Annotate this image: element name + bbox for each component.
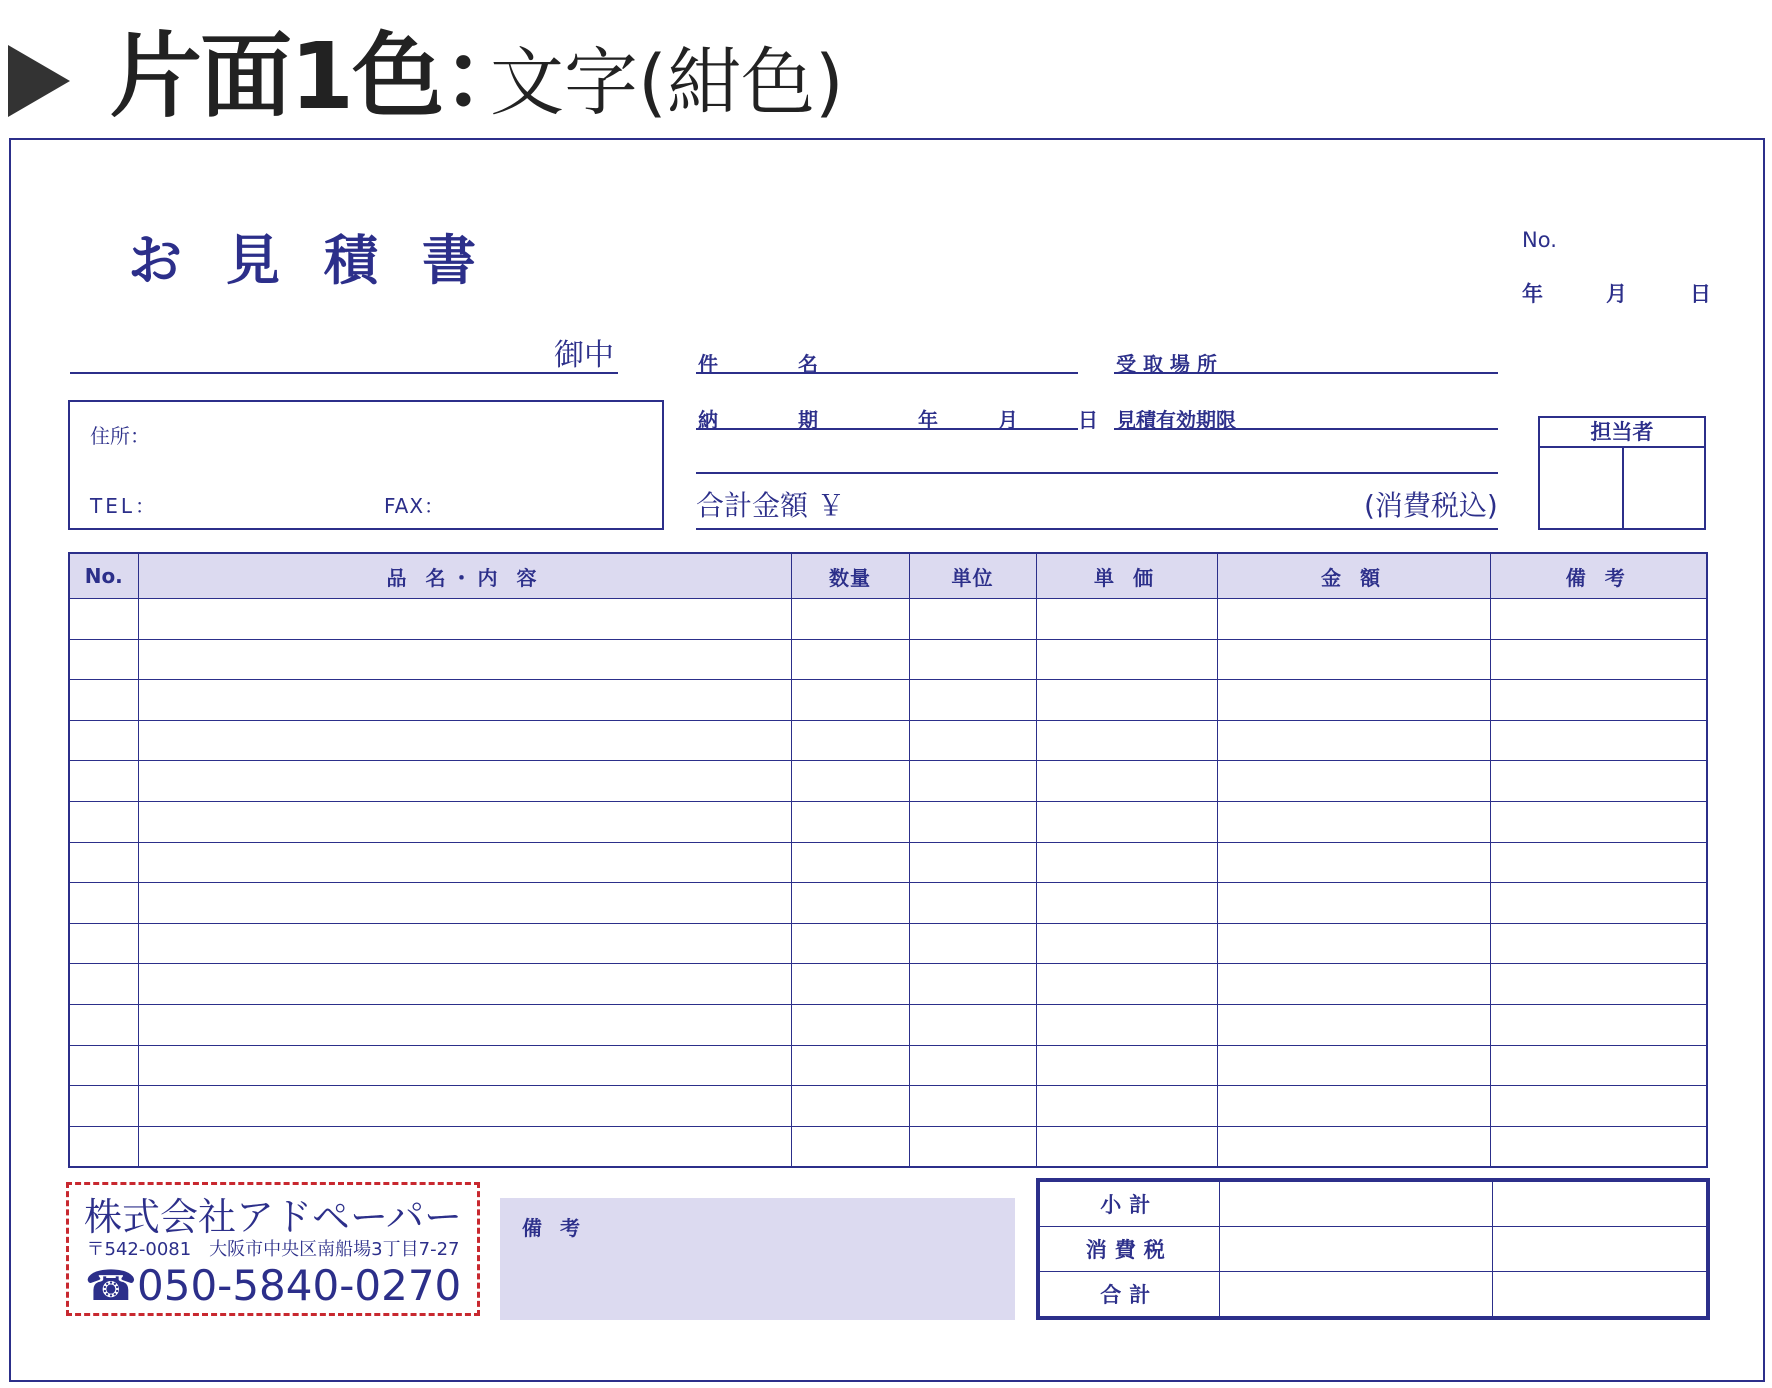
table-cell[interactable]	[69, 599, 138, 640]
table-cell[interactable]	[909, 639, 1036, 680]
table-cell[interactable]	[1490, 883, 1707, 924]
table-row	[69, 842, 1707, 883]
table-row	[69, 801, 1707, 842]
table-cell[interactable]	[138, 964, 791, 1005]
table-cell[interactable]	[138, 1086, 791, 1127]
table-row	[69, 639, 1707, 680]
table-cell[interactable]	[138, 1004, 791, 1045]
tel-label: TEL：	[90, 494, 158, 518]
table-cell[interactable]	[138, 923, 791, 964]
table-cell[interactable]	[1217, 801, 1490, 842]
subtotal-label: 小計	[1038, 1180, 1219, 1227]
table-cell[interactable]	[909, 923, 1036, 964]
company-name: 株式会社アドペーパー	[83, 1195, 463, 1239]
subject-label: 件 名	[698, 352, 818, 376]
validity-label: 見積有効期限	[1116, 408, 1236, 432]
table-cell[interactable]	[791, 883, 909, 924]
table-row	[69, 1045, 1707, 1086]
table-cell[interactable]	[138, 801, 791, 842]
total-top-rule	[696, 472, 1498, 474]
table-cell[interactable]	[791, 1004, 909, 1045]
company-phone: ☎050-5840-0270	[84, 1261, 462, 1310]
stamp-divider	[1622, 448, 1624, 528]
remarks-box[interactable]	[500, 1198, 1015, 1320]
recipient-line[interactable]	[70, 336, 618, 374]
table-cell[interactable]	[909, 599, 1036, 640]
table-cell[interactable]	[69, 1045, 138, 1086]
table-cell[interactable]	[69, 842, 138, 883]
tax-cell[interactable]	[1219, 1227, 1492, 1272]
table-row	[69, 883, 1707, 924]
remarks-label: 備考	[522, 1216, 598, 1240]
table-cell[interactable]	[138, 599, 791, 640]
table-cell[interactable]	[138, 720, 791, 761]
table-cell[interactable]	[1217, 720, 1490, 761]
table-cell[interactable]	[909, 801, 1036, 842]
person-in-charge-box[interactable]	[1538, 416, 1706, 530]
table-cell[interactable]	[1217, 1086, 1490, 1127]
table-cell[interactable]	[1036, 883, 1217, 924]
table-row	[69, 1004, 1707, 1045]
table-cell[interactable]	[1490, 923, 1707, 964]
address-label: 住所：	[90, 424, 150, 448]
header-item: 品 名・内 容	[138, 553, 791, 599]
header-no: No.	[69, 553, 138, 599]
table-cell[interactable]	[1036, 720, 1217, 761]
totals-table	[1036, 1178, 1710, 1320]
header-unit: 単位	[909, 553, 1036, 599]
header-qty: 数量	[791, 553, 909, 599]
table-cell[interactable]	[1217, 923, 1490, 964]
table-cell[interactable]	[1490, 964, 1707, 1005]
table-cell[interactable]	[1217, 1045, 1490, 1086]
table-cell[interactable]	[1036, 761, 1217, 802]
table-cell[interactable]	[1036, 599, 1217, 640]
table-cell[interactable]	[791, 680, 909, 721]
table-row	[69, 923, 1707, 964]
table-cell[interactable]	[1217, 761, 1490, 802]
table-cell[interactable]	[138, 842, 791, 883]
subtotal-row	[1038, 1180, 1708, 1227]
receive-place-label: 受 取 場 所	[1116, 352, 1217, 376]
table-cell[interactable]	[791, 801, 909, 842]
table-cell[interactable]	[909, 1045, 1036, 1086]
table-cell[interactable]	[1036, 923, 1217, 964]
table-cell[interactable]	[1036, 1086, 1217, 1127]
table-cell[interactable]	[1490, 599, 1707, 640]
table-row	[69, 964, 1707, 1005]
company-stamp	[66, 1182, 480, 1316]
table-cell[interactable]	[1036, 1004, 1217, 1045]
table-row	[69, 720, 1707, 761]
table-cell[interactable]	[69, 639, 138, 680]
person-in-charge-label: 担当者	[1540, 418, 1704, 448]
total-amount-label: 合計金額 ￥	[696, 489, 845, 522]
header-amount: 金 額	[1217, 553, 1490, 599]
table-cell[interactable]	[791, 923, 909, 964]
grand-total-note-cell[interactable]	[1492, 1272, 1708, 1319]
table-cell[interactable]	[791, 720, 909, 761]
table-cell[interactable]	[1217, 599, 1490, 640]
tax-included-note: (消費税込)	[1364, 489, 1498, 522]
table-row	[69, 761, 1707, 802]
table-cell[interactable]	[1490, 680, 1707, 721]
table-cell[interactable]	[69, 680, 138, 721]
table-cell[interactable]	[791, 1126, 909, 1167]
table-cell[interactable]	[1490, 842, 1707, 883]
table-cell[interactable]	[1217, 842, 1490, 883]
company-address: 〒542-0081 大阪市中央区南船場3丁目7-27	[86, 1239, 460, 1260]
fax-label: FAX：	[384, 494, 446, 518]
table-cell[interactable]	[1036, 1045, 1217, 1086]
grand-total-label: 合計	[1038, 1272, 1219, 1319]
header-unit-price: 単 価	[1036, 553, 1217, 599]
table-cell[interactable]	[1036, 639, 1217, 680]
table-row	[69, 1086, 1707, 1127]
table-cell[interactable]	[1036, 680, 1217, 721]
table-cell[interactable]	[1490, 1126, 1707, 1167]
table-cell[interactable]	[1217, 1126, 1490, 1167]
items-table	[68, 552, 1708, 1168]
header-remarks: 備 考	[1490, 553, 1707, 599]
table-cell[interactable]	[791, 1086, 909, 1127]
table-cell[interactable]	[1036, 801, 1217, 842]
grand-total-row	[1038, 1272, 1708, 1319]
table-cell[interactable]	[791, 1045, 909, 1086]
table-cell[interactable]	[1217, 964, 1490, 1005]
tax-label: 消費税	[1038, 1227, 1219, 1272]
table-row	[69, 680, 1707, 721]
table-cell[interactable]	[909, 964, 1036, 1005]
table-cell[interactable]	[791, 842, 909, 883]
table-cell[interactable]	[138, 1045, 791, 1086]
table-cell[interactable]	[69, 761, 138, 802]
table-cell[interactable]	[138, 761, 791, 802]
table-cell[interactable]	[1217, 883, 1490, 924]
form-number-label: No.	[1522, 228, 1557, 252]
table-cell[interactable]	[1217, 680, 1490, 721]
table-cell[interactable]	[1490, 1086, 1707, 1127]
table-cell[interactable]	[138, 883, 791, 924]
tax-row	[1038, 1227, 1708, 1272]
table-cell[interactable]	[138, 639, 791, 680]
table-cell[interactable]	[791, 639, 909, 680]
table-cell[interactable]	[1036, 964, 1217, 1005]
table-cell[interactable]	[1036, 1126, 1217, 1167]
table-cell[interactable]	[909, 1086, 1036, 1127]
table-cell[interactable]	[69, 923, 138, 964]
tax-note-cell[interactable]	[1492, 1227, 1708, 1272]
table-cell[interactable]	[791, 599, 909, 640]
table-cell[interactable]	[1490, 801, 1707, 842]
table-cell[interactable]	[138, 680, 791, 721]
table-cell[interactable]	[1036, 842, 1217, 883]
table-row	[69, 599, 1707, 640]
table-cell[interactable]	[1490, 639, 1707, 680]
recipient-suffix: 御中	[554, 338, 614, 373]
table-cell[interactable]	[909, 1126, 1036, 1167]
table-cell[interactable]	[1490, 720, 1707, 761]
table-cell[interactable]	[909, 720, 1036, 761]
table-cell[interactable]	[69, 883, 138, 924]
subtotal-note-cell[interactable]	[1492, 1180, 1708, 1227]
items-header-row	[69, 553, 1707, 599]
table-cell[interactable]	[909, 761, 1036, 802]
table-cell[interactable]	[69, 720, 138, 761]
form-date-label: 年 月 日	[1522, 282, 1711, 306]
table-cell[interactable]	[909, 842, 1036, 883]
table-cell[interactable]	[909, 883, 1036, 924]
table-cell[interactable]	[909, 680, 1036, 721]
heading-title: 片面1色：	[110, 23, 533, 130]
table-cell[interactable]	[909, 1004, 1036, 1045]
table-row	[69, 1126, 1707, 1167]
delivery-label: 納 期 年 月 日	[698, 408, 1098, 432]
grand-total-cell[interactable]	[1219, 1272, 1492, 1319]
table-cell[interactable]	[1217, 1004, 1490, 1045]
heading-subtitle: 文字(紺色)	[490, 40, 844, 126]
table-cell[interactable]	[138, 1126, 791, 1167]
table-cell[interactable]	[791, 761, 909, 802]
table-cell[interactable]	[1490, 761, 1707, 802]
table-cell[interactable]	[69, 1004, 138, 1045]
table-cell[interactable]	[69, 1086, 138, 1127]
heading-arrow-icon	[8, 45, 70, 117]
form-title: お見積書	[128, 229, 520, 292]
table-cell[interactable]	[1490, 1004, 1707, 1045]
table-cell[interactable]	[1490, 1045, 1707, 1086]
subtotal-cell[interactable]	[1219, 1180, 1492, 1227]
table-cell[interactable]	[1217, 639, 1490, 680]
table-cell[interactable]	[69, 964, 138, 1005]
table-cell[interactable]	[69, 801, 138, 842]
table-cell[interactable]	[69, 1126, 138, 1167]
table-cell[interactable]	[791, 964, 909, 1005]
